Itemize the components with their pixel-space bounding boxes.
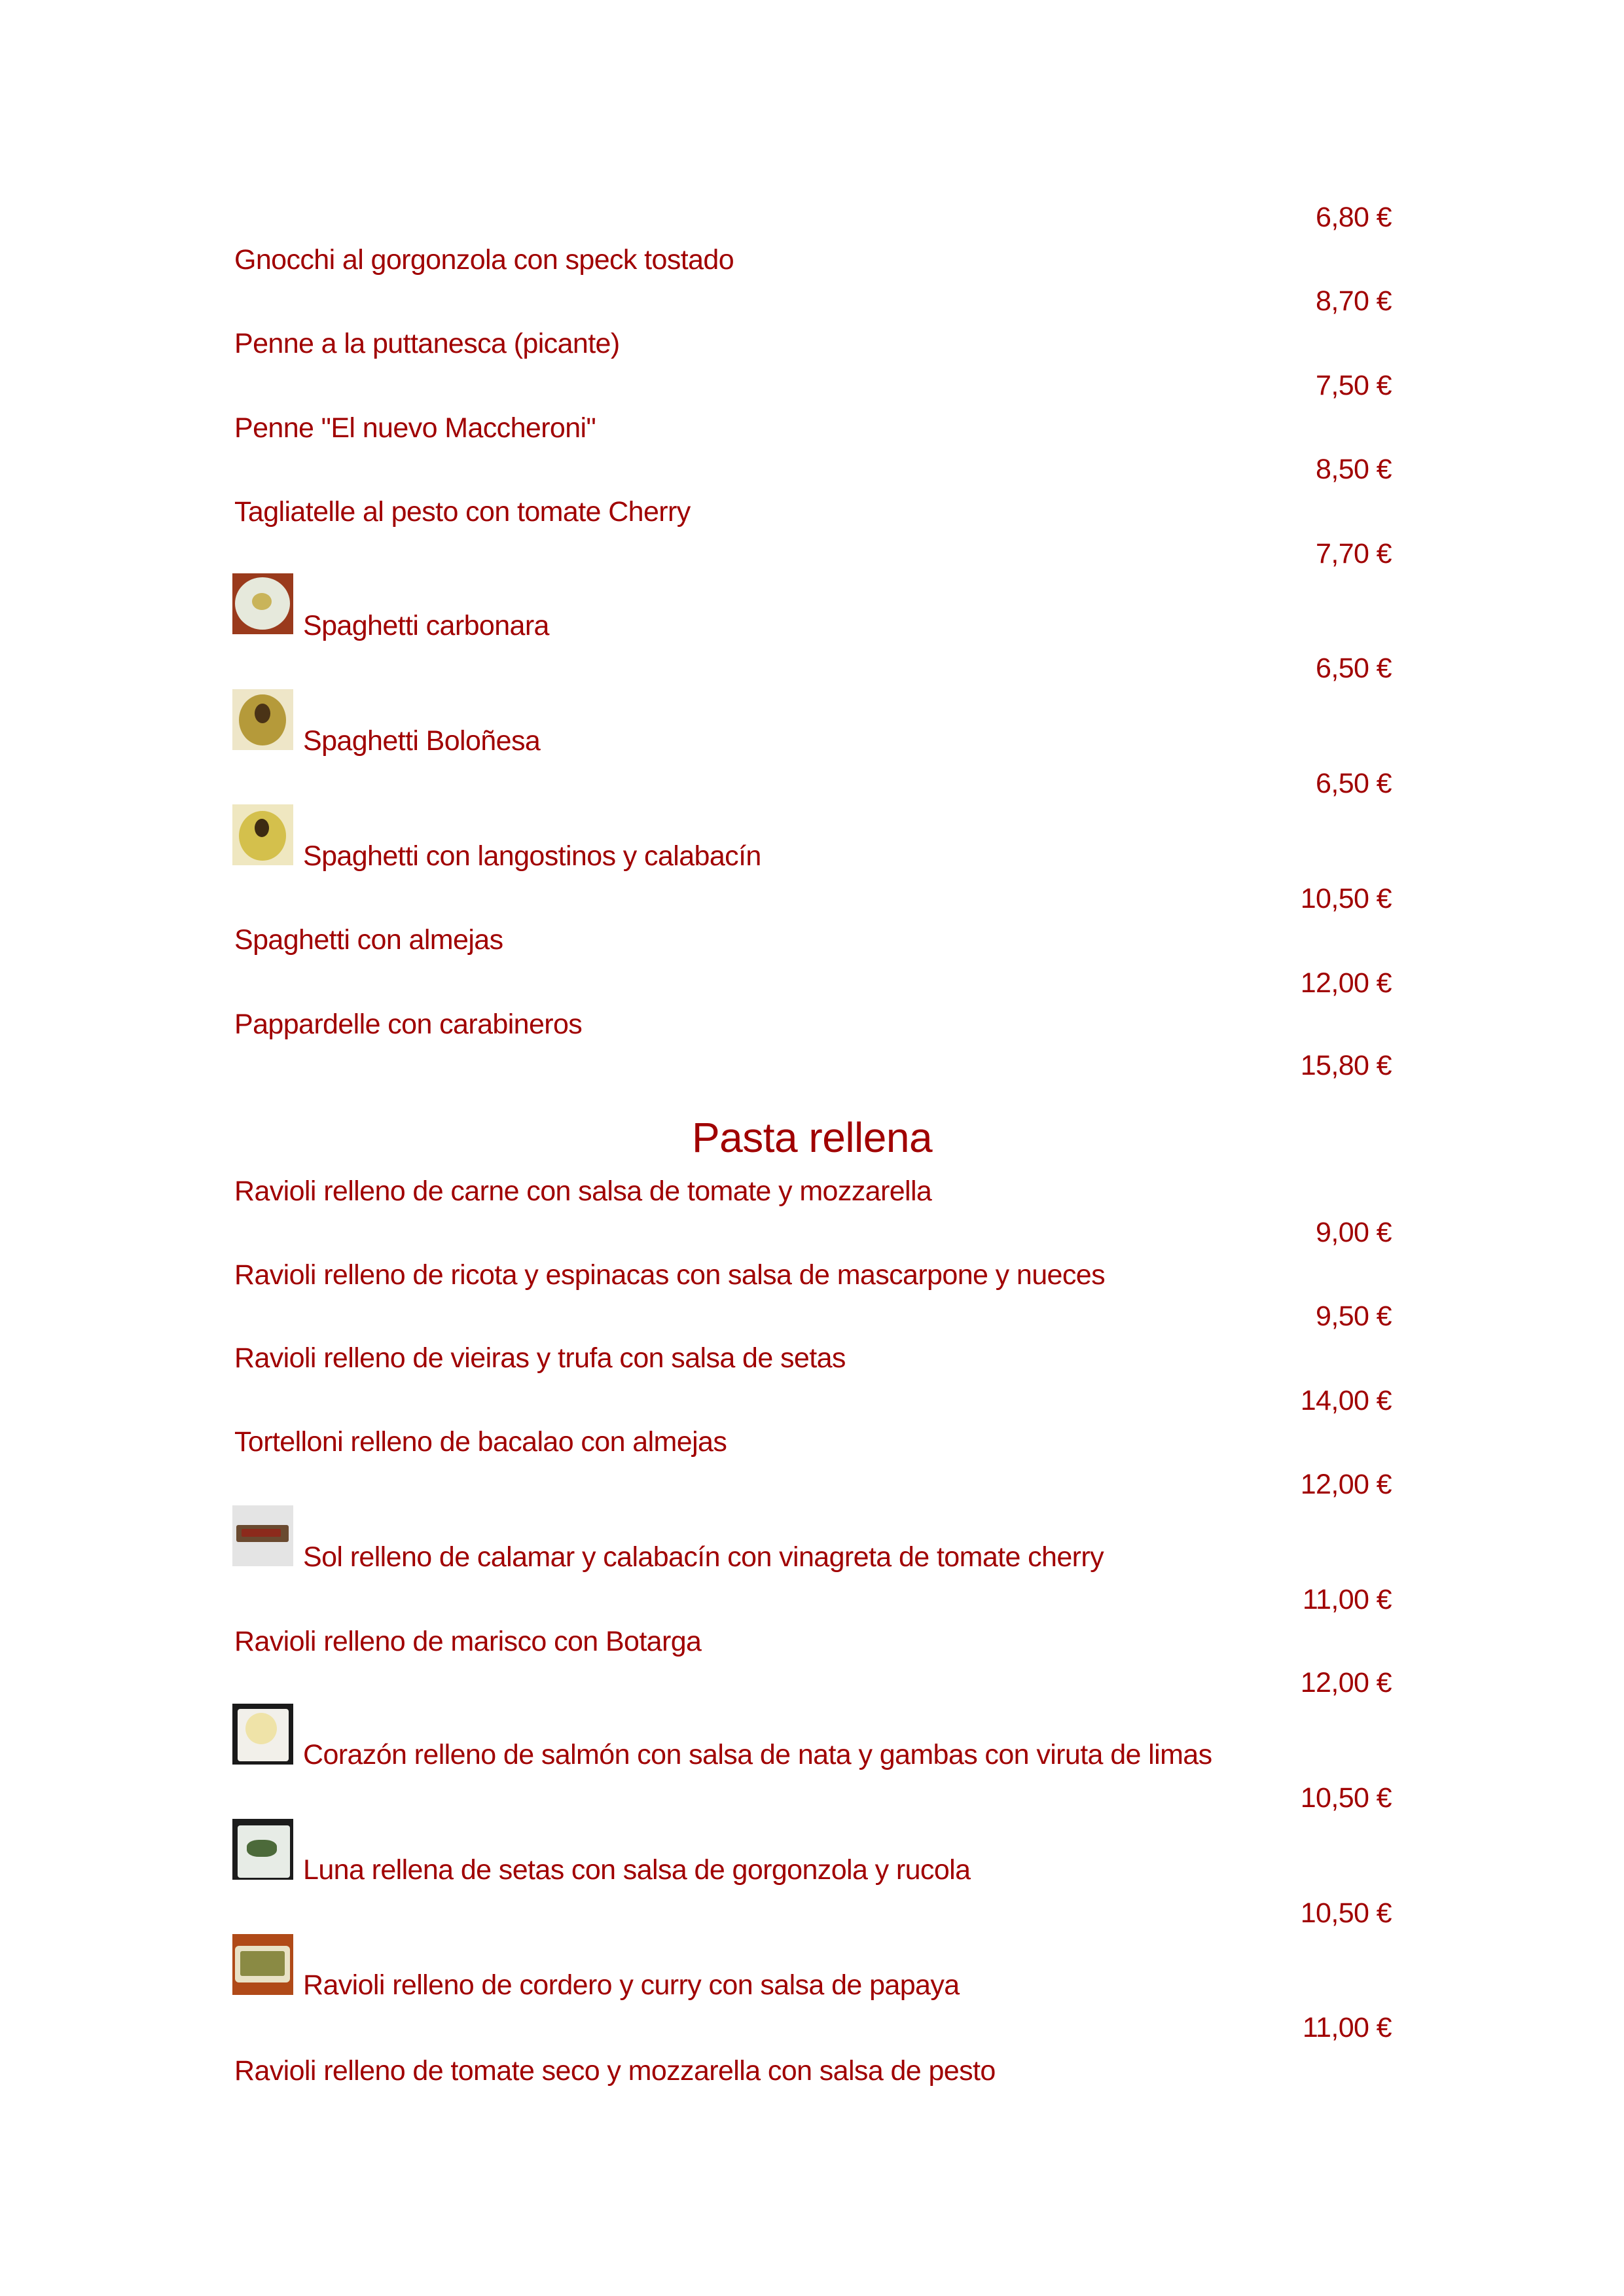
menu-item-price: 9,00 €: [1316, 1217, 1392, 1248]
menu-item-name: Ravioli relleno de vieiras y trufa con salsa de setas: [234, 1342, 846, 1374]
cordero-photo-icon: [232, 1934, 293, 1995]
menu-item-name: Spaghetti carbonara: [303, 610, 549, 641]
section-heading: Pasta rellena: [691, 1114, 933, 1161]
menu-item-price: 8,50 €: [1316, 454, 1392, 485]
menu-item-price: 12,00 €: [1300, 1469, 1392, 1500]
menu-item-name: Ravioli relleno de marisco con Botarga: [234, 1626, 702, 1657]
menu-item-price: 6,50 €: [1316, 653, 1392, 684]
menu-item-price: 9,50 €: [1316, 1300, 1392, 1332]
menu-item-price: 8,70 €: [1316, 285, 1392, 317]
menu-item-name: Spaghetti con almejas: [234, 924, 503, 956]
sol-photo-icon: [232, 1505, 293, 1566]
menu-item-name: Spaghetti Boloñesa: [303, 725, 541, 757]
menu-item-name: Spaghetti con langostinos y calabacín: [303, 840, 761, 872]
menu-item-name: Ravioli relleno de ricota y espinacas con salsa de mascarpone y nueces: [234, 1259, 1105, 1291]
menu-item-name: Tortelloni relleno de bacalao con almejas: [234, 1426, 727, 1458]
menu-item-price: 12,00 €: [1300, 967, 1392, 999]
menu-item-name: Ravioli relleno de carne con salsa de tomate y mozzarella: [234, 1175, 932, 1207]
menu-item-name: Corazón relleno de salmón con salsa de nata y gambas con viruta de limas: [303, 1739, 1212, 1770]
menu-item-price: 11,00 €: [1302, 1584, 1392, 1615]
menu-item-name: Penne a la puttanesca (picante): [234, 328, 620, 359]
langostinos-photo-icon: [232, 804, 293, 865]
carbonara-photo-icon: [232, 573, 293, 634]
menu-item-price: 10,50 €: [1300, 1897, 1392, 1929]
menu-item-price: 15,80 €: [1300, 1050, 1392, 1081]
menu-item-price: 6,50 €: [1316, 768, 1392, 799]
menu-item-price: 14,00 €: [1300, 1385, 1392, 1416]
menu-item-price: 11,00 €: [1302, 2012, 1392, 2043]
menu-item-price: 10,50 €: [1300, 883, 1392, 914]
menu-item-name: Ravioli relleno de tomate seco y mozzarella con salsa de pesto: [234, 2055, 996, 2087]
menu-item-price: 12,00 €: [1300, 1667, 1392, 1698]
menu-item-name: Gnocchi al gorgonzola con speck tostado: [234, 244, 734, 276]
menu-item-price: 10,50 €: [1300, 1782, 1392, 1814]
bolognesa-photo-icon: [232, 689, 293, 750]
luna-photo-icon: [232, 1819, 293, 1880]
menu-item-name: Tagliatelle al pesto con tomate Cherry: [234, 496, 691, 528]
menu-item-price: 7,50 €: [1316, 370, 1392, 401]
menu-item-price: 7,70 €: [1316, 538, 1392, 569]
menu-item-name: Sol relleno de calamar y calabacín con vinagreta de tomate cherry: [303, 1541, 1104, 1573]
menu-item-name: Ravioli relleno de cordero y curry con salsa de papaya: [303, 1969, 960, 2001]
price-previous-item: 6,80 €: [1316, 202, 1392, 233]
corazon-photo-icon: [232, 1704, 293, 1765]
menu-item-name: Pappardelle con carabineros: [234, 1009, 583, 1040]
menu-item-name: Penne "El nuevo Maccheroni": [234, 412, 596, 444]
menu-item-name: Luna rellena de setas con salsa de gorgonzola y rucola: [303, 1854, 971, 1886]
